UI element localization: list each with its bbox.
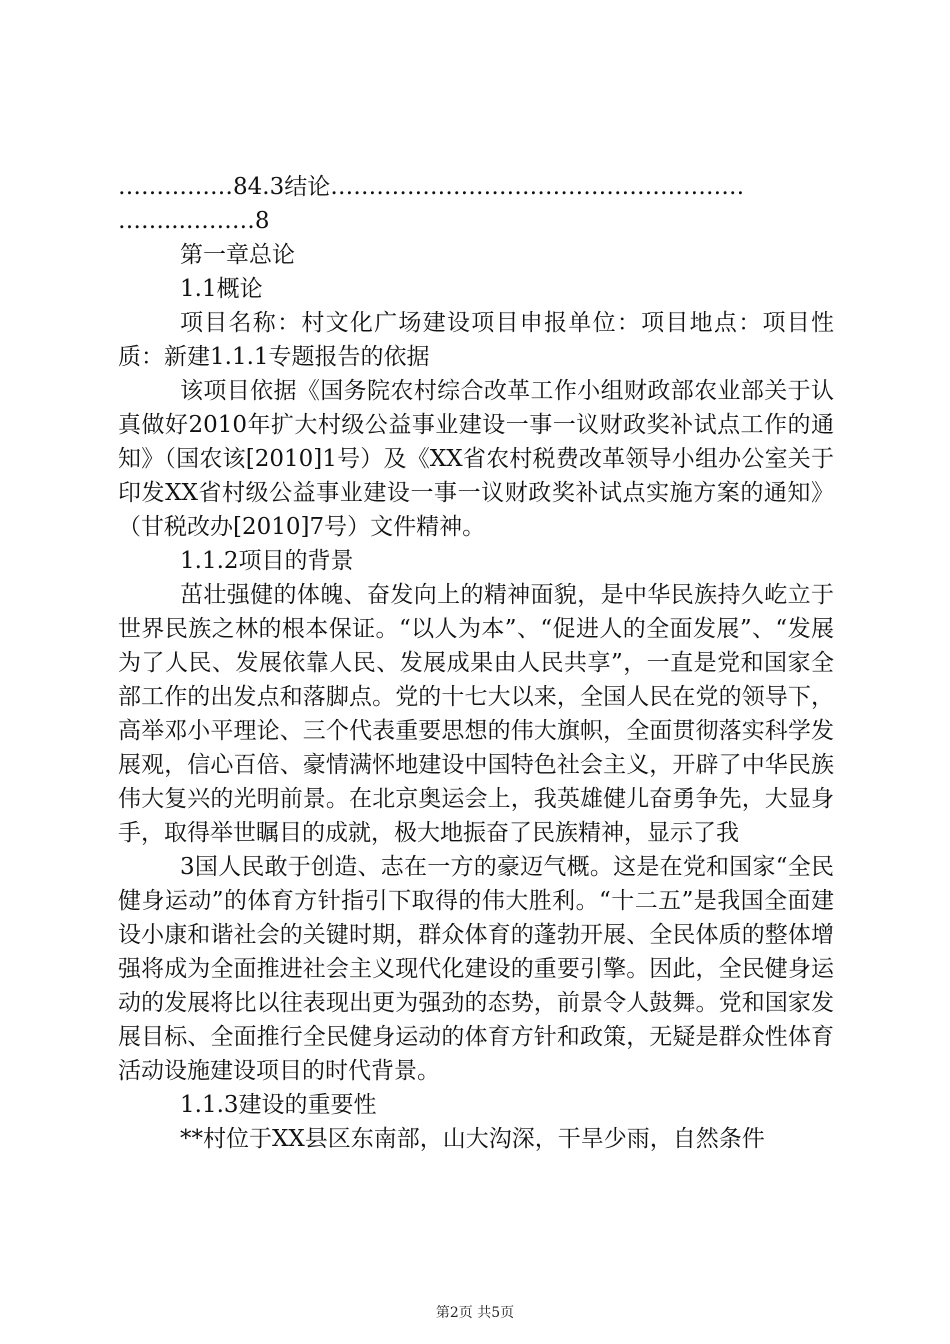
section-heading-1-1-3: 1.1.3建设的重要性 [180, 1092, 377, 1118]
section-heading-1-1-2: 1.1.2项目的背景 [180, 548, 354, 574]
toc-line-1: ……………84.3结论……………………………………………… [118, 174, 745, 200]
background-paragraph-2: 3国人民敢于创造、志在一方的豪迈气概。这是在党和国家“全民健身运动”的体育方针指引下取得的伟大胜利。“十二五”是我国全面建设小康和谐社会的关键时期，群众体育的蓬勃开展、全民体质的整体增强将成为全面推进社会主义现代化建设的重要引擎。因此，全民健身运动的发展将比以往表现出更为强劲的态势，前景令人鼓舞。党和国家发展目标、全面推行全民健身运动的体育方针和政策，无疑是群众性体育活动设施建设项目的时代背景。 [118, 854, 834, 1084]
toc-line-2: ……...………8 [118, 208, 270, 234]
page-footer: 第2页 共5页 [435, 1305, 515, 1321]
background-paragraph-1: 茁壮强健的体魄、奋发向上的精神面貌，是中华民族持久屹立于世界民族之林的根本保证。“以人为本”、“促进人的全面发展”、“发展为了人民、发展依靠人民、发展成果由人民共享”，一直是党和国家全部工作的出发点和落脚点。党的十七大以来，全国人民在党的领导下，高举邓小平理论、三个代表重要思想的伟大旗帜，全面贯彻落实科学发展观，信心百倍、豪情满怀地建设中国特色社会主义，开辟了中华民族伟大复兴的光明前景。在北京奥运会上，我英雄健儿奋勇争先，大显身手，取得举世瞩目的成就，极大地振奋了民族精神，显示了我 [118, 582, 834, 846]
chapter-title: 第一章总论 [180, 242, 295, 268]
basis-paragraph: 该项目依据《国务院农村综合改革工作小组财政部农业部关于认真做好2010年扩大村级公益事业建设一事一议财政奖补试点工作的通知》（国农该[2010]1号）及《XX省农村税费改革领导小组办公室关于印发XX省村级公益事业建设一事一议财政奖补试点实施方案的通知》（甘税改办[2010]7号）文件精神。 [118, 378, 834, 540]
project-info-paragraph: 项目名称：村文化广场建设项目申报单位：项目地点：项目性质：新建1.1.1专题报告的依据 [118, 310, 834, 370]
document-body [118, 170, 834, 1156]
section-heading-1-1: 1.1概论 [180, 276, 263, 302]
importance-paragraph: **村位于XX县区东南部，山大沟深，干旱少雨，自然条件 [180, 1126, 765, 1152]
